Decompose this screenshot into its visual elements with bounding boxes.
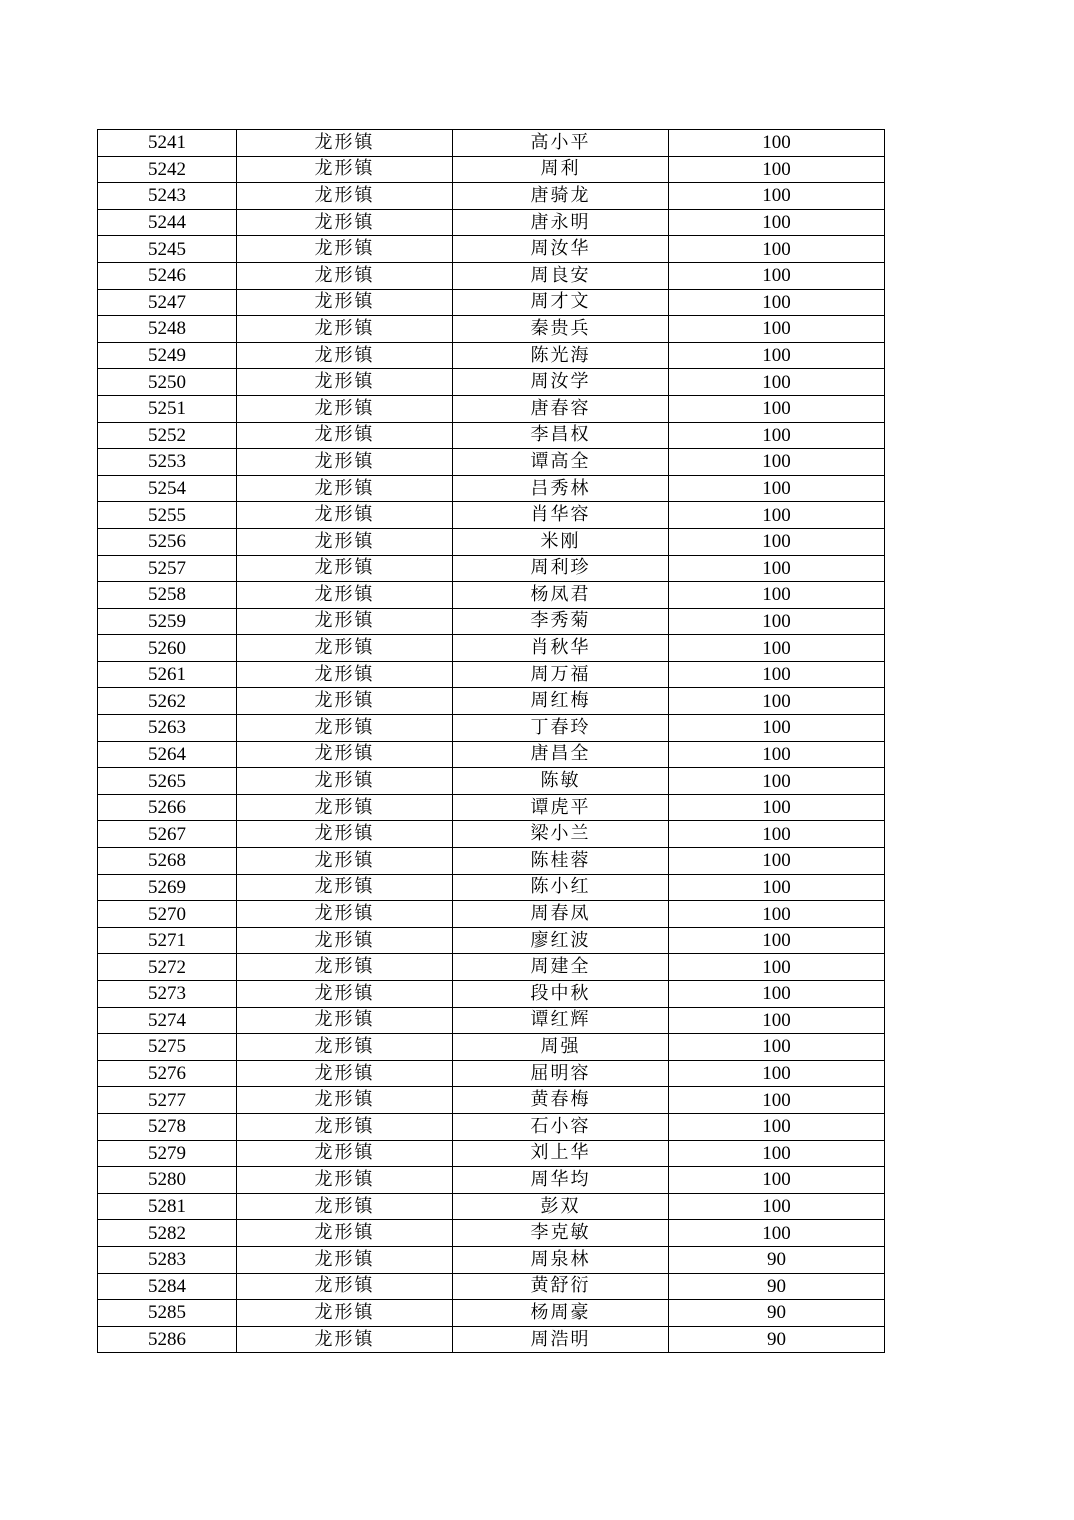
- amount-cell: 100: [669, 1167, 885, 1194]
- table-row: [98, 981, 885, 1008]
- name-cell: 秦贵兵: [453, 316, 669, 343]
- name-cell: 周浩明: [453, 1326, 669, 1353]
- name-cell: 周利珍: [453, 555, 669, 582]
- name-cell: 陈敏: [453, 768, 669, 795]
- town-cell: 龙形镇: [237, 342, 453, 369]
- table-row: [98, 1087, 885, 1114]
- serial-number-cell: 5260: [98, 635, 237, 662]
- name-cell: 谭高全: [453, 449, 669, 476]
- amount-cell: 100: [669, 449, 885, 476]
- table-row: [98, 289, 885, 316]
- serial-number-cell: 5253: [98, 449, 237, 476]
- name-cell: 黄春梅: [453, 1087, 669, 1114]
- amount-cell: 100: [669, 848, 885, 875]
- table-row: [98, 183, 885, 210]
- amount-cell: 100: [669, 741, 885, 768]
- table-row: [98, 1246, 885, 1273]
- serial-number-cell: 5242: [98, 156, 237, 183]
- town-cell: 龙形镇: [237, 688, 453, 715]
- serial-number-cell: 5282: [98, 1220, 237, 1247]
- amount-cell: 100: [669, 635, 885, 662]
- serial-number-cell: 5279: [98, 1140, 237, 1167]
- name-cell: 周才文: [453, 289, 669, 316]
- town-cell: 龙形镇: [237, 236, 453, 263]
- serial-number-cell: 5276: [98, 1060, 237, 1087]
- serial-number-cell: 5247: [98, 289, 237, 316]
- name-cell: 周华均: [453, 1167, 669, 1194]
- table-row: [98, 1167, 885, 1194]
- town-cell: 龙形镇: [237, 1193, 453, 1220]
- town-cell: 龙形镇: [237, 661, 453, 688]
- town-cell: 龙形镇: [237, 715, 453, 742]
- amount-cell: 100: [669, 1060, 885, 1087]
- amount-cell: 100: [669, 289, 885, 316]
- town-cell: 龙形镇: [237, 954, 453, 981]
- name-cell: 周良安: [453, 262, 669, 289]
- serial-number-cell: 5249: [98, 342, 237, 369]
- table-row: [98, 635, 885, 662]
- name-cell: 周红梅: [453, 688, 669, 715]
- table-row: [98, 821, 885, 848]
- amount-cell: 100: [669, 821, 885, 848]
- town-cell: 龙形镇: [237, 1034, 453, 1061]
- table-row: [98, 528, 885, 555]
- amount-cell: 100: [669, 1007, 885, 1034]
- amount-cell: 100: [669, 183, 885, 210]
- table-row: [98, 715, 885, 742]
- name-cell: 段中秋: [453, 981, 669, 1008]
- name-cell: 周利: [453, 156, 669, 183]
- serial-number-cell: 5257: [98, 555, 237, 582]
- serial-number-cell: 5250: [98, 369, 237, 396]
- name-cell: 屈明容: [453, 1060, 669, 1087]
- amount-cell: 100: [669, 422, 885, 449]
- town-cell: 龙形镇: [237, 1246, 453, 1273]
- table-row: [98, 316, 885, 343]
- town-cell: 龙形镇: [237, 821, 453, 848]
- town-cell: 龙形镇: [237, 502, 453, 529]
- amount-cell: 100: [669, 1034, 885, 1061]
- town-cell: 龙形镇: [237, 635, 453, 662]
- table-row: [98, 1113, 885, 1140]
- amount-cell: 100: [669, 794, 885, 821]
- serial-number-cell: 5283: [98, 1246, 237, 1273]
- amount-cell: 100: [669, 209, 885, 236]
- amount-cell: 100: [669, 502, 885, 529]
- town-cell: 龙形镇: [237, 289, 453, 316]
- town-cell: 龙形镇: [237, 1220, 453, 1247]
- serial-number-cell: 5251: [98, 395, 237, 422]
- name-cell: 唐骑龙: [453, 183, 669, 210]
- town-cell: 龙形镇: [237, 981, 453, 1008]
- name-cell: 李秀菊: [453, 608, 669, 635]
- amount-cell: 100: [669, 130, 885, 157]
- name-cell: 谭红辉: [453, 1007, 669, 1034]
- table-row: [98, 130, 885, 157]
- amount-cell: 100: [669, 395, 885, 422]
- table-row: [98, 794, 885, 821]
- serial-number-cell: 5252: [98, 422, 237, 449]
- serial-number-cell: 5256: [98, 528, 237, 555]
- serial-number-cell: 5261: [98, 661, 237, 688]
- town-cell: 龙形镇: [237, 422, 453, 449]
- amount-cell: 100: [669, 901, 885, 928]
- name-cell: 周强: [453, 1034, 669, 1061]
- table-row: [98, 741, 885, 768]
- amount-cell: 100: [669, 874, 885, 901]
- name-cell: 丁春玲: [453, 715, 669, 742]
- table-row: [98, 901, 885, 928]
- name-cell: 李克敏: [453, 1220, 669, 1247]
- serial-number-cell: 5275: [98, 1034, 237, 1061]
- amount-cell: 100: [669, 262, 885, 289]
- town-cell: 龙形镇: [237, 741, 453, 768]
- serial-number-cell: 5284: [98, 1273, 237, 1300]
- amount-cell: 90: [669, 1246, 885, 1273]
- name-cell: 陈桂蓉: [453, 848, 669, 875]
- town-cell: 龙形镇: [237, 1273, 453, 1300]
- name-cell: 陈小红: [453, 874, 669, 901]
- serial-number-cell: 5265: [98, 768, 237, 795]
- name-cell: 谭虎平: [453, 794, 669, 821]
- table-row: [98, 209, 885, 236]
- name-cell: 高小平: [453, 130, 669, 157]
- name-cell: 杨凤君: [453, 582, 669, 609]
- amount-cell: 100: [669, 927, 885, 954]
- town-cell: 龙形镇: [237, 183, 453, 210]
- table-row: [98, 449, 885, 476]
- town-cell: 龙形镇: [237, 794, 453, 821]
- serial-number-cell: 5271: [98, 927, 237, 954]
- town-cell: 龙形镇: [237, 209, 453, 236]
- town-cell: 龙形镇: [237, 1300, 453, 1327]
- table-row: [98, 927, 885, 954]
- name-cell: 周万福: [453, 661, 669, 688]
- amount-cell: 90: [669, 1300, 885, 1327]
- town-cell: 龙形镇: [237, 1113, 453, 1140]
- town-cell: 龙形镇: [237, 848, 453, 875]
- serial-number-cell: 5267: [98, 821, 237, 848]
- name-cell: 杨周豪: [453, 1300, 669, 1327]
- amount-cell: 100: [669, 954, 885, 981]
- table-row: [98, 1326, 885, 1353]
- table-row: [98, 1220, 885, 1247]
- town-cell: 龙形镇: [237, 901, 453, 928]
- amount-cell: 100: [669, 156, 885, 183]
- name-cell: 周春凤: [453, 901, 669, 928]
- town-cell: 龙形镇: [237, 316, 453, 343]
- amount-cell: 100: [669, 608, 885, 635]
- amount-cell: 100: [669, 1140, 885, 1167]
- town-cell: 龙形镇: [237, 1087, 453, 1114]
- serial-number-cell: 5270: [98, 901, 237, 928]
- serial-number-cell: 5272: [98, 954, 237, 981]
- amount-cell: 100: [669, 688, 885, 715]
- table-row: [98, 608, 885, 635]
- table-row: [98, 1193, 885, 1220]
- amount-cell: 100: [669, 342, 885, 369]
- town-cell: 龙形镇: [237, 768, 453, 795]
- amount-cell: 100: [669, 715, 885, 742]
- serial-number-cell: 5274: [98, 1007, 237, 1034]
- table-row: [98, 1300, 885, 1327]
- serial-number-cell: 5248: [98, 316, 237, 343]
- table-row: [98, 262, 885, 289]
- table-row: [98, 555, 885, 582]
- serial-number-cell: 5245: [98, 236, 237, 263]
- serial-number-cell: 5243: [98, 183, 237, 210]
- name-cell: 廖红波: [453, 927, 669, 954]
- amount-cell: 100: [669, 528, 885, 555]
- town-cell: 龙形镇: [237, 156, 453, 183]
- amount-cell: 90: [669, 1273, 885, 1300]
- name-cell: 陈光海: [453, 342, 669, 369]
- table-row: [98, 156, 885, 183]
- table-row: [98, 874, 885, 901]
- name-cell: 刘上华: [453, 1140, 669, 1167]
- serial-number-cell: 5259: [98, 608, 237, 635]
- serial-number-cell: 5266: [98, 794, 237, 821]
- name-cell: 黄舒衍: [453, 1273, 669, 1300]
- amount-cell: 100: [669, 582, 885, 609]
- town-cell: 龙形镇: [237, 555, 453, 582]
- name-cell: 肖华容: [453, 502, 669, 529]
- serial-number-cell: 5262: [98, 688, 237, 715]
- serial-number-cell: 5280: [98, 1167, 237, 1194]
- town-cell: 龙形镇: [237, 608, 453, 635]
- town-cell: 龙形镇: [237, 528, 453, 555]
- town-cell: 龙形镇: [237, 1326, 453, 1353]
- serial-number-cell: 5241: [98, 130, 237, 157]
- amount-cell: 100: [669, 1113, 885, 1140]
- name-cell: 周泉林: [453, 1246, 669, 1273]
- table-row: [98, 422, 885, 449]
- serial-number-cell: 5255: [98, 502, 237, 529]
- serial-number-cell: 5254: [98, 475, 237, 502]
- serial-number-cell: 5277: [98, 1087, 237, 1114]
- town-cell: 龙形镇: [237, 1167, 453, 1194]
- town-cell: 龙形镇: [237, 130, 453, 157]
- name-cell: 米刚: [453, 528, 669, 555]
- table-row: [98, 395, 885, 422]
- town-cell: 龙形镇: [237, 927, 453, 954]
- serial-number-cell: 5244: [98, 209, 237, 236]
- amount-cell: 100: [669, 1193, 885, 1220]
- name-cell: 梁小兰: [453, 821, 669, 848]
- name-cell: 肖秋华: [453, 635, 669, 662]
- table-row: [98, 1140, 885, 1167]
- town-cell: 龙形镇: [237, 262, 453, 289]
- name-cell: 唐春容: [453, 395, 669, 422]
- serial-number-cell: 5286: [98, 1326, 237, 1353]
- amount-cell: 100: [669, 981, 885, 1008]
- amount-cell: 100: [669, 1087, 885, 1114]
- amount-cell: 100: [669, 768, 885, 795]
- town-cell: 龙形镇: [237, 449, 453, 476]
- serial-number-cell: 5285: [98, 1300, 237, 1327]
- name-cell: 周建全: [453, 954, 669, 981]
- table-row: [98, 661, 885, 688]
- name-cell: 李昌权: [453, 422, 669, 449]
- serial-number-cell: 5281: [98, 1193, 237, 1220]
- serial-number-cell: 5269: [98, 874, 237, 901]
- amount-cell: 100: [669, 316, 885, 343]
- town-cell: 龙形镇: [237, 1007, 453, 1034]
- town-cell: 龙形镇: [237, 874, 453, 901]
- table-row: [98, 768, 885, 795]
- table-row: [98, 1273, 885, 1300]
- serial-number-cell: 5273: [98, 981, 237, 1008]
- name-cell: 石小容: [453, 1113, 669, 1140]
- table-row: [98, 236, 885, 263]
- serial-number-cell: 5263: [98, 715, 237, 742]
- name-cell: 周汝学: [453, 369, 669, 396]
- town-cell: 龙形镇: [237, 1060, 453, 1087]
- table-row: [98, 954, 885, 981]
- table-row: [98, 342, 885, 369]
- table-row: [98, 502, 885, 529]
- serial-number-cell: 5246: [98, 262, 237, 289]
- table-row: [98, 1007, 885, 1034]
- town-cell: 龙形镇: [237, 369, 453, 396]
- name-cell: 唐昌全: [453, 741, 669, 768]
- town-cell: 龙形镇: [237, 395, 453, 422]
- table-row: [98, 369, 885, 396]
- table-body: [98, 130, 885, 1353]
- table-row: [98, 582, 885, 609]
- name-cell: 彭双: [453, 1193, 669, 1220]
- serial-number-cell: 5278: [98, 1113, 237, 1140]
- amount-cell: 100: [669, 369, 885, 396]
- amount-cell: 100: [669, 555, 885, 582]
- serial-number-cell: 5264: [98, 741, 237, 768]
- table-row: [98, 1060, 885, 1087]
- amount-cell: 100: [669, 661, 885, 688]
- data-table: [97, 129, 885, 1353]
- name-cell: 吕秀林: [453, 475, 669, 502]
- amount-cell: 100: [669, 475, 885, 502]
- amount-cell: 90: [669, 1326, 885, 1353]
- town-cell: 龙形镇: [237, 582, 453, 609]
- amount-cell: 100: [669, 1220, 885, 1247]
- serial-number-cell: 5268: [98, 848, 237, 875]
- table-row: [98, 848, 885, 875]
- town-cell: 龙形镇: [237, 475, 453, 502]
- table-row: [98, 475, 885, 502]
- table-row: [98, 1034, 885, 1061]
- town-cell: 龙形镇: [237, 1140, 453, 1167]
- name-cell: 周汝华: [453, 236, 669, 263]
- amount-cell: 100: [669, 236, 885, 263]
- table-row: [98, 688, 885, 715]
- serial-number-cell: 5258: [98, 582, 237, 609]
- name-cell: 唐永明: [453, 209, 669, 236]
